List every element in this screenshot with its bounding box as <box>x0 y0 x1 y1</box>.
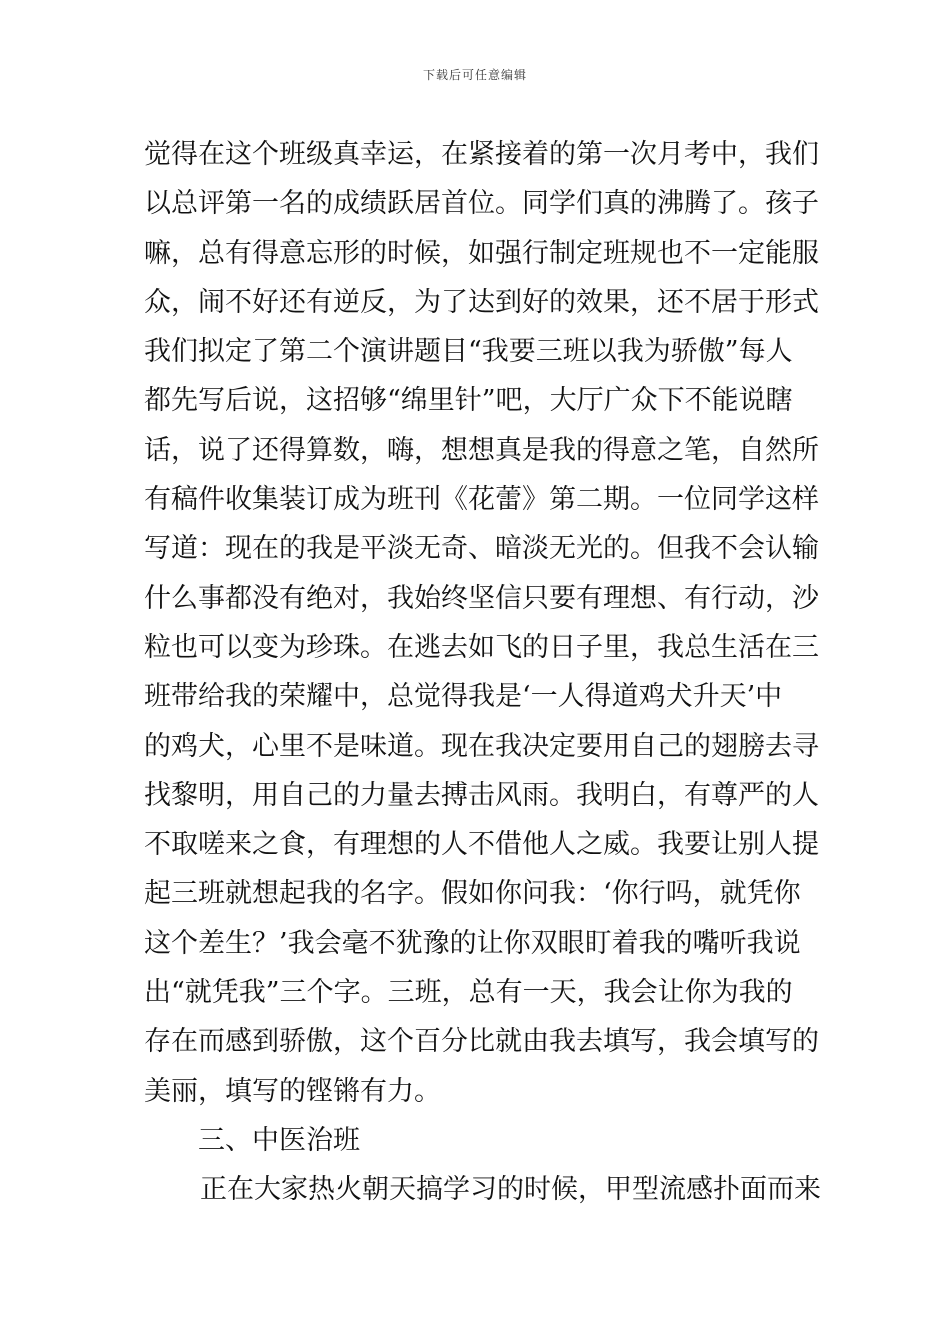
text-line: 话，说了还得算数，嗨，想想真是我的得意之笔，自然所 <box>144 434 819 466</box>
text-line: 嘛，总有得意忘形的时候，如强行制定班规也不一定能服 <box>144 237 819 269</box>
body-text <box>144 130 824 1215</box>
text-line: 这个差生？’我会毫不犹豫的让你双眼盯着我的嘴听我说 <box>144 927 801 959</box>
text-line: 有稿件收集装订成为班刊《花蕾》第二期。一位同学这样 <box>144 484 819 516</box>
text-line: 以总评第一名的成绩跃居首位。同学们真的沸腾了。孩子 <box>144 188 819 220</box>
text-line: 写道：现在的我是平淡无奇、暗淡无光的。但我不会认输 <box>144 533 819 565</box>
text-line: 找黎明，用自己的力量去搏击风雨。我明白，有尊严的人 <box>144 779 819 811</box>
text-line: 的鸡犬，心里不是味道。现在我决定要用自己的翅膀去寻 <box>144 730 819 762</box>
text-line: 我们拟定了第二个演讲题目“我要三班以我为骄傲”每人 <box>144 336 793 368</box>
text-line: 出“就凭我”三个字。三班，总有一天，我会让你为我的 <box>144 977 793 1009</box>
text-line: 班带给我的荣耀中，总觉得我是‘一人得道鸡犬升天’中 <box>144 681 783 713</box>
header-note: 下载后可任意编辑 <box>422 68 527 82</box>
text-line: 存在而感到骄傲，这个百分比就由我去填写，我会填写的 <box>144 1026 819 1058</box>
text-line: 起三班就想起我的名字。假如你问我：‘你行吗，就凭你 <box>144 878 801 910</box>
text-line: 美丽，填写的铿锵有力。 <box>144 1075 441 1107</box>
text-line: 觉得在这个班级真幸运，在紧接着的第一次月考中，我们 <box>144 139 819 170</box>
text-line: 粒也可以变为珍珠。在逃去如飞的日子里，我总生活在三 <box>144 631 819 663</box>
text-line: 正在大家热火朝天搞学习的时候，甲型流感扑面而来 <box>200 1174 821 1206</box>
text-line: 众，闹不好还有逆反，为了达到好的效果，还不居于形式 <box>144 286 819 318</box>
text-line: 什么事都没有绝对，我始终坚信只要有理想、有行动，沙 <box>144 582 819 614</box>
section-heading: 三、中医治班 <box>198 1124 360 1156</box>
text-line: 都先写后说，这招够“绵里针”吧，大厅广众下不能说瞎 <box>144 385 793 417</box>
text-line: 不取嗟来之食，有理想的人不借他人之威。我要让别人提 <box>144 829 819 861</box>
